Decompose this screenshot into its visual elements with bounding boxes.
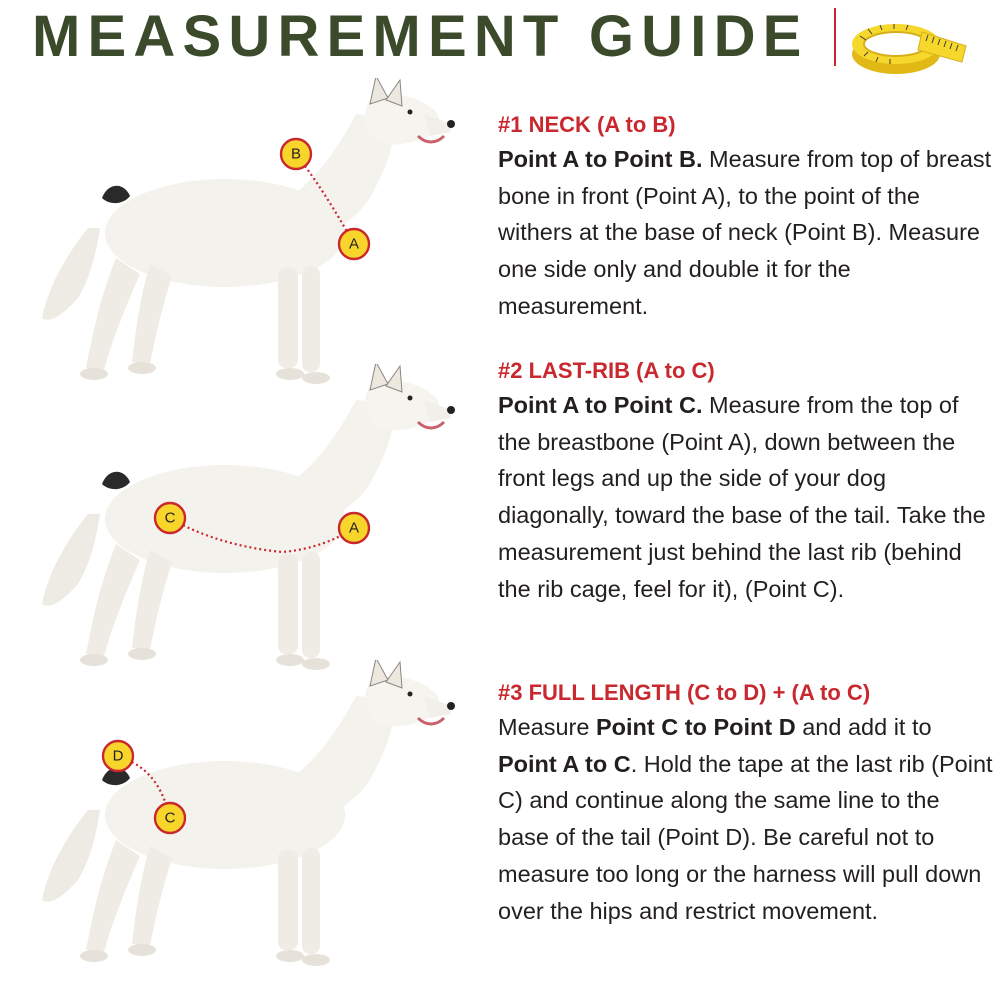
section-body	[498, 141, 994, 325]
marker-b-label: B	[290, 145, 302, 163]
dog-illustration	[42, 78, 455, 384]
dog-diagram-last-rib	[20, 364, 480, 684]
section-neck	[498, 112, 994, 325]
measuring-tape-icon	[846, 2, 970, 78]
marker-a	[339, 229, 369, 259]
dog-illustration	[42, 660, 455, 966]
marker-a-label: A	[348, 519, 360, 537]
section-text: and add it to	[795, 714, 932, 740]
marker-c	[155, 503, 185, 533]
section-text: Measure from the top of the breastbone (Point A), down between the front legs and up the side of your dog diagonally, toward the base of the tail. Take the measurement just behind the last rib (behind the rib cage, feel for it), (Point C).	[498, 392, 986, 602]
section-bold: Point C to Point D	[595, 714, 796, 740]
title-divider	[834, 8, 836, 66]
section-full-length	[498, 680, 994, 929]
section-body	[498, 387, 994, 607]
section-text: Measure from top of breast bone in front (Point A), to the point of the withers at the base of neck (Point B). Measure one side only and double it for the measurement.	[498, 146, 992, 319]
section-text: . Hold the tape at the last rib (Point C) and continue along the same line to the base of the tail (Point D). Be careful not to measure too long or the harness will pull down over the hips and restrict movement.	[498, 750, 993, 924]
section-body	[498, 709, 994, 929]
marker-c-label: C	[164, 809, 176, 827]
marker-d-label: D	[112, 747, 124, 765]
marker-a-label: A	[348, 235, 360, 253]
section-heading: #1 NECK (A to B)	[498, 112, 676, 137]
dog-diagram-full-length	[20, 660, 480, 980]
dog-diagram-neck	[20, 78, 480, 398]
section-lead: Point A to Point C.	[498, 392, 703, 418]
marker-b	[281, 139, 311, 169]
section-heading: #2 LAST-RIB (A to C)	[498, 358, 715, 383]
section-lead: Point A to Point B.	[498, 146, 703, 172]
section-heading: #3 FULL LENGTH (C to D) + (A to C)	[498, 680, 871, 705]
dog-illustration	[42, 364, 455, 670]
marker-d	[103, 741, 133, 771]
marker-c-label: C	[164, 509, 176, 527]
marker-c	[155, 803, 185, 833]
section-text: Measure	[498, 714, 596, 740]
section-bold: Point A to C	[498, 750, 631, 777]
page-title: MEASUREMENT GUIDE	[32, 4, 809, 69]
marker-a	[339, 513, 369, 543]
section-last-rib	[498, 358, 994, 607]
